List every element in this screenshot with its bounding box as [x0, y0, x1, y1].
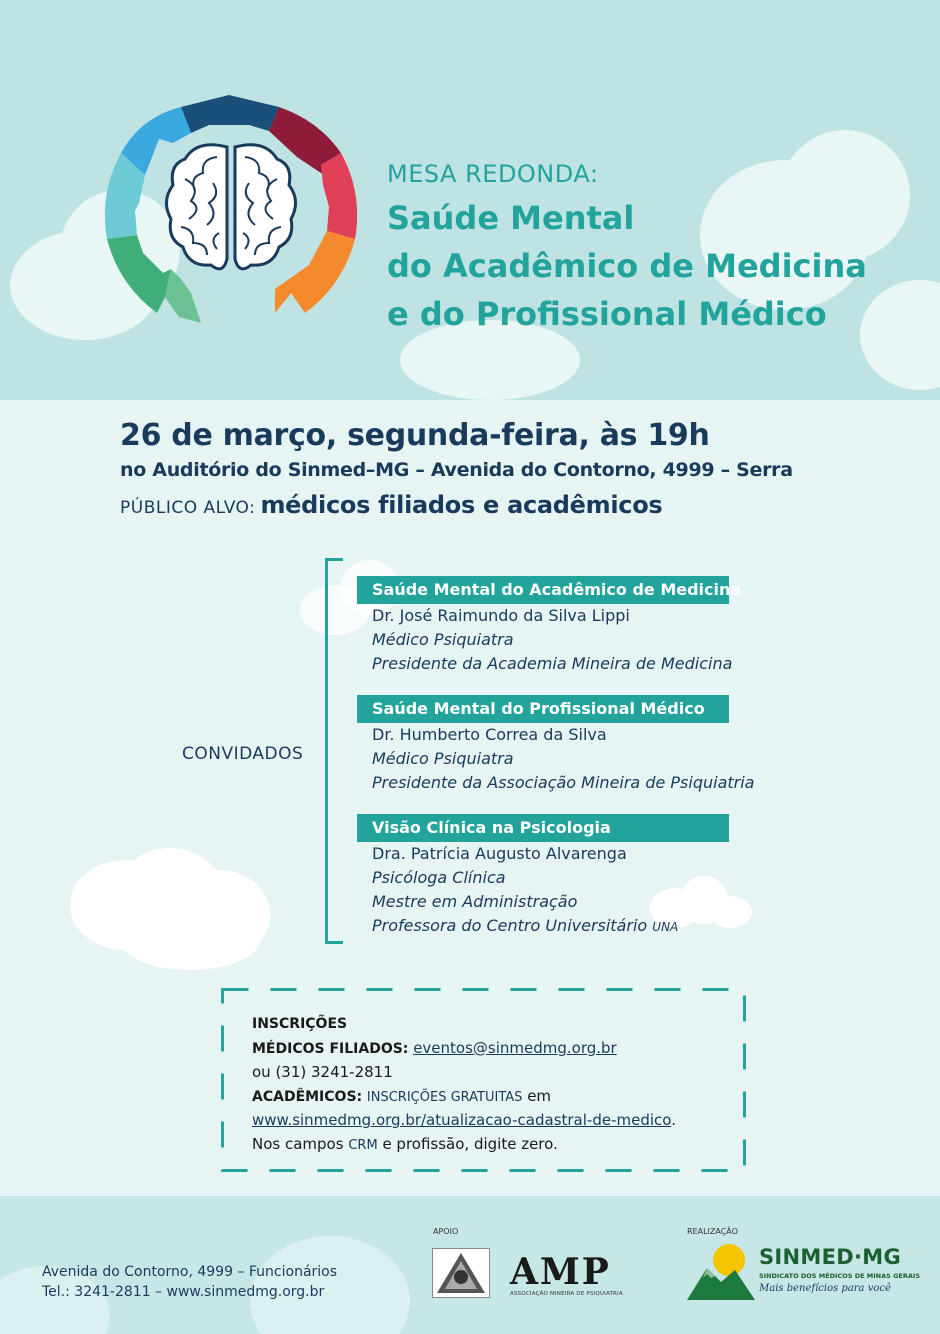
sinmed-name: SINMED·MG — [759, 1245, 901, 1269]
speaker-affiliation — [357, 914, 777, 939]
event-date: 26 de março, segunda-feira, às 19h — [120, 418, 710, 453]
amp-logo — [510, 1253, 655, 1295]
talk-title: Visão Clínica na Psicologia — [357, 814, 729, 842]
students-label: ACADÊMICOS: — [252, 1088, 363, 1105]
sinmed-logo — [685, 1242, 921, 1304]
footer-address — [42, 1262, 337, 1302]
speaker-role: Médico Psiquiatra — [372, 749, 514, 768]
title-line-2: do Acadêmico de Medicina — [387, 247, 867, 285]
event-eyebrow: MESA REDONDA: — [387, 160, 599, 188]
affiliation-text: Professora do Centro Universitário — [372, 916, 648, 935]
audience-value: médicos filiados e acadêmicos — [260, 491, 663, 519]
note-suffix: e profissão, digite zero. — [382, 1134, 558, 1153]
speaker-credential: Mestre em Administração — [372, 892, 578, 911]
registration-heading: INSCRIÇÕES — [252, 1016, 348, 1032]
talk-title: Saúde Mental do Acadêmico de Medicina — [357, 576, 729, 604]
apoio-label: APOIO — [433, 1227, 459, 1236]
registration-info — [252, 1012, 676, 1158]
talk-block — [357, 576, 777, 676]
amp-letters: AMP — [510, 1251, 611, 1293]
note-prefix: Nos campos — [252, 1134, 344, 1153]
amp-subtitle: ASSOCIAÇÃO MINEIRA DE PSIQUIATRIA — [510, 1291, 623, 1297]
audience-label: PÚBLICO ALVO: — [120, 498, 256, 518]
guests-label: CONVIDADOS — [182, 744, 304, 764]
sinmed-tagline: Mais benefícios para você — [759, 1283, 891, 1294]
academy-medal-logo — [432, 1248, 490, 1298]
mountain-sun-icon — [685, 1242, 757, 1302]
medal-icon — [433, 1249, 489, 1297]
speaker-name: Dra. Patrícia Augusto Alvarenga — [372, 844, 627, 863]
guests-bracket — [325, 558, 343, 944]
speaker-name: Dr. Humberto Correa da Silva — [372, 725, 607, 744]
event-location: no Auditório do Sinmed–MG – Avenida do Contorno, 4999 – Serra — [120, 459, 793, 481]
students-free: INSCRIÇÕES GRATUITAS — [366, 1089, 523, 1105]
affiliation-acronym: UNA — [652, 920, 679, 934]
members-label: MÉDICOS FILIADOS: — [252, 1040, 409, 1057]
speaker-role: Médico Psiquiatra — [372, 630, 514, 649]
title-line-3: e do Profissional Médico — [387, 295, 827, 333]
header-banner — [0, 0, 940, 400]
note-crm: CRM — [348, 1137, 378, 1153]
brain-ring-logo — [100, 88, 362, 338]
contact-line: Tel.: 3241-2811 – www.sinmedmg.org.br — [42, 1284, 325, 1300]
url-period: . — [671, 1111, 676, 1130]
students-url-link[interactable]: www.sinmedmg.org.br/atualizacao-cadastral-de-medico — [252, 1111, 672, 1130]
members-email-link[interactable]: eventos@sinmedmg.org.br — [413, 1038, 617, 1057]
members-phone: ou (31) 3241-2811 — [252, 1063, 393, 1082]
speaker-affiliation: Presidente da Associação Mineira de Psiquiatria — [372, 773, 755, 792]
talk-title: Saúde Mental do Profissional Médico — [357, 695, 729, 723]
sinmed-subtitle: SINDICATO DOS MÉDICOS DE MINAS GERAIS — [759, 1272, 921, 1280]
realizacao-label: REALIZAÇÃO — [687, 1227, 738, 1236]
students-em: em — [527, 1086, 552, 1105]
address-line: Avenida do Contorno, 4999 – Funcionários — [42, 1264, 338, 1280]
target-audience — [120, 491, 662, 519]
speaker-role: Psicóloga Clínica — [372, 868, 506, 887]
speaker-name: Dr. José Raimundo da Silva Lippi — [372, 606, 630, 625]
title-block — [387, 160, 927, 338]
cloud-decoration — [120, 910, 260, 970]
page-title — [387, 194, 927, 338]
talk-block — [357, 814, 777, 939]
title-line-1: Saúde Mental — [387, 199, 635, 237]
speaker-affiliation: Presidente da Academia Mineira de Medicina — [372, 654, 733, 673]
talk-block — [357, 695, 777, 795]
